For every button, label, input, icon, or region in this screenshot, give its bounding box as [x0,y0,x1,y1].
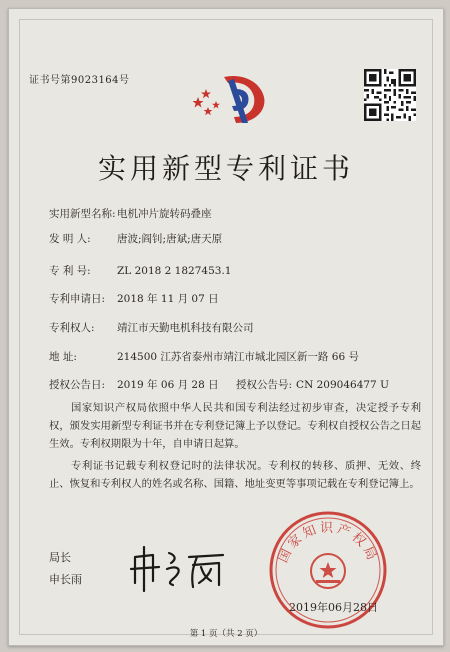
grant-number-row [236,377,389,392]
certificate-sheet [8,8,444,646]
inventor-row [49,231,222,246]
field-label: 专利权人: [49,322,95,334]
patent-number-row [49,263,231,278]
field-label: 发 明 人: [49,233,91,245]
director-title: 局长 [49,551,71,564]
field-value: 唐波;阎钊;唐斌;唐天原 [117,233,223,245]
cert-no-value: 9023164 [71,75,120,86]
certificate-number [29,71,130,86]
address-row [49,349,359,364]
cert-no-label: 证书号第 [29,75,71,86]
field-label: 专利申请日: [49,293,106,305]
field-label: 实用新型名称: [49,208,116,220]
utility-model-name-row [49,206,212,221]
field-value: 电机冲片旋转码叠座 [117,208,212,220]
field-label: 授权公告号: [236,379,293,391]
handwritten-signature [127,543,237,595]
grant-date-row [49,377,219,392]
qr-code-icon [364,69,416,121]
cnipa-logo-icon [184,67,276,129]
field-value: 2018 年 11 月 07 日 [117,293,219,305]
field-label: 授权公告日: [49,379,106,391]
field-value: CN 209046477 U [296,379,389,391]
field-value: 靖江市天勤电机科技有限公司 [117,322,254,334]
field-value: 214500 江苏省泰州市靖江市城北园区新一路 66 号 [117,351,359,363]
patentee-row [49,320,254,335]
notice-paragraph-2: 专利证书记载专利权登记时的法律状况。专利权的转移、质押、无效、终止、恢复和专利权人的姓名或名称、国籍、地址变更等事项记载在专利登记簿上。 [49,460,421,490]
document-title: 实用新型专利证书 [97,152,354,185]
director-name: 申长雨 [49,573,82,586]
notice-paragraph-1: 国家知识产权局依照中华人民共和国专利法经过初步审查，决定授予专利权，颁发实用新型专利证书并在专利登记簿上予以登记。专利权自授权公告之日起生效。专利权期限为十年，自申请日起算。 [49,402,421,450]
field-value: 2019 年 06 月 28 日 [117,379,219,391]
seal-text: 国家知识产权局 [275,521,381,566]
field-value: ZL 2018 2 1827453.1 [117,265,232,277]
cert-no-suffix: 号 [119,75,130,86]
field-label: 地 址: [49,351,77,363]
field-label: 专 利 号: [49,265,91,277]
seal-date: 2019年06月28日 [289,601,378,614]
filing-date-row [49,291,219,306]
page-number: 第 1 页（共 2 页） [189,629,263,639]
